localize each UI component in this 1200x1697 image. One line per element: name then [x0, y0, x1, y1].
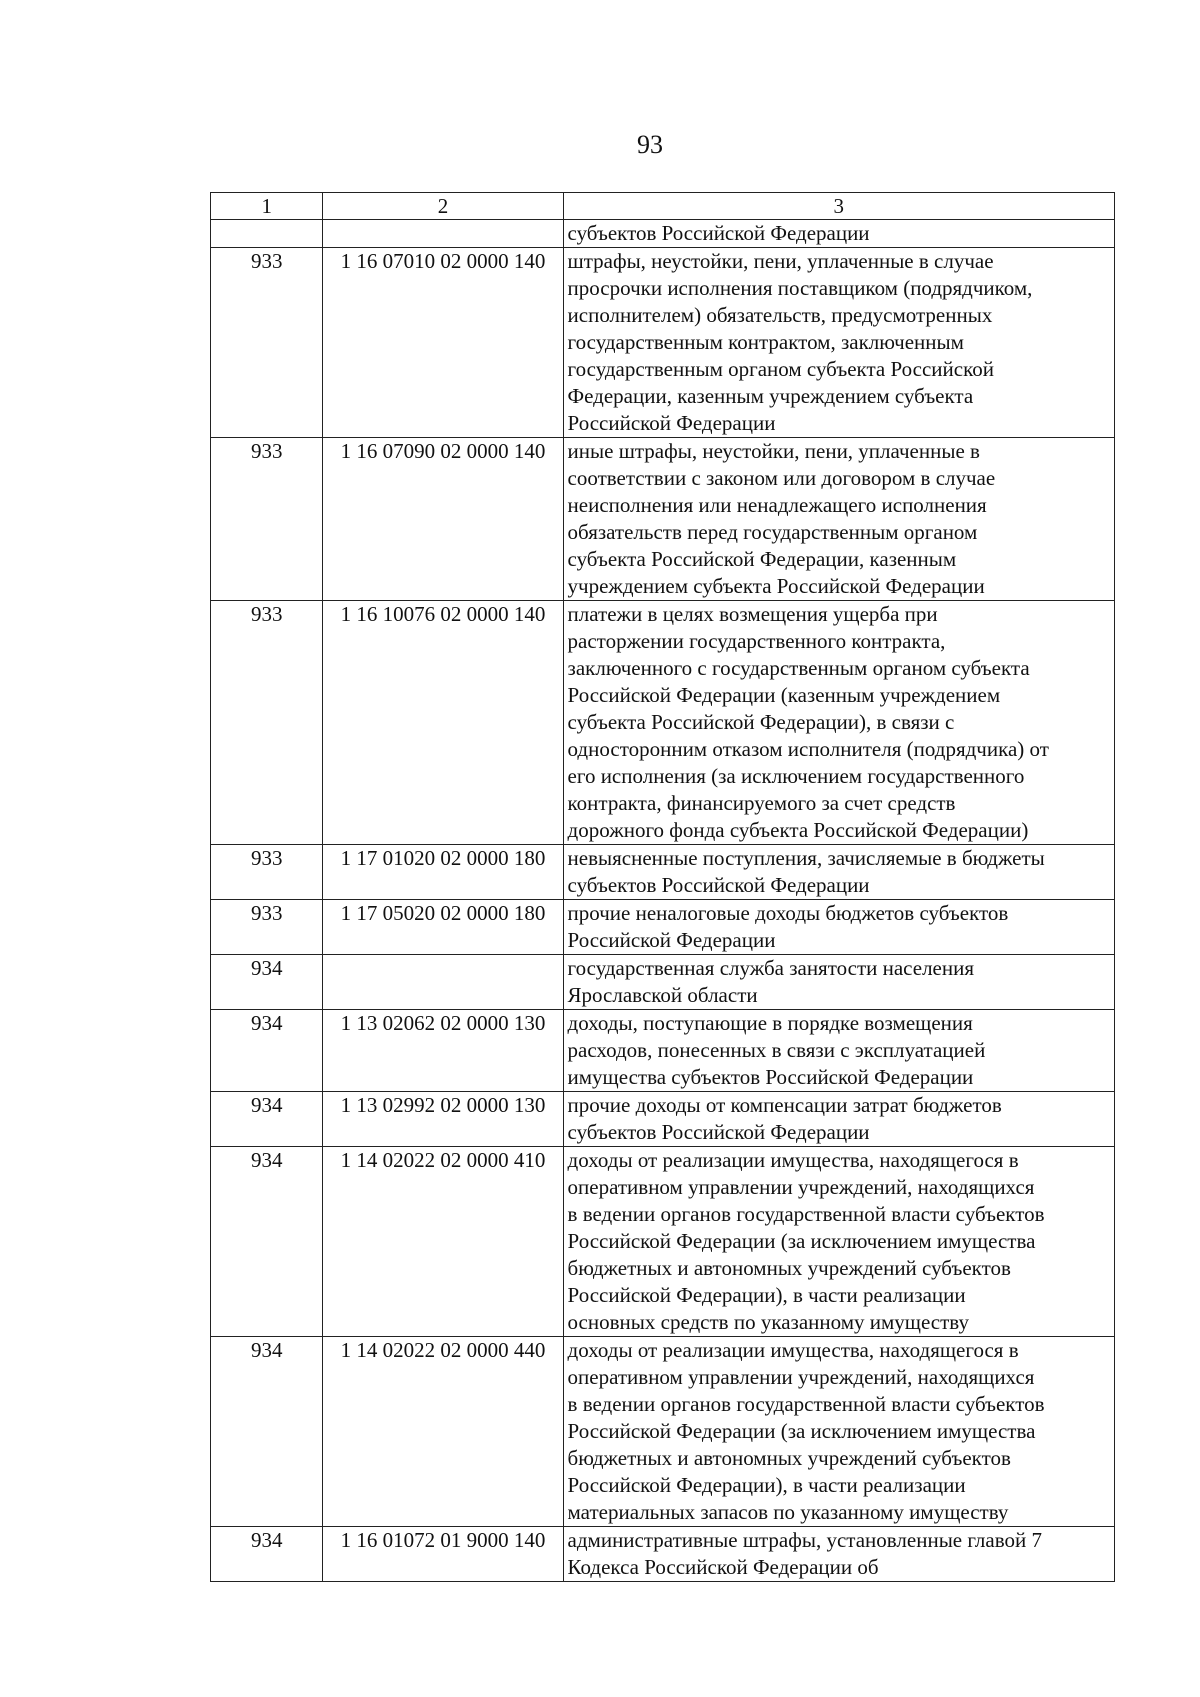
table-row	[211, 900, 1115, 955]
description-cell	[563, 900, 1114, 955]
admin-code-cell	[211, 220, 323, 248]
description-line: оперативном управлении учреждений, находящихся	[567, 1365, 1035, 1389]
description-line: иные штрафы, неустойки, пени, уплаченные в	[567, 439, 980, 463]
table-row	[211, 1010, 1115, 1092]
description-line: соответствии с законом или договором в случае	[567, 466, 996, 490]
description-line: государственная служба занятости населения	[567, 956, 975, 980]
admin-code-cell: 934	[211, 1010, 323, 1092]
description-line: Федерации, казенным учреждением субъекта	[567, 384, 974, 408]
revenue-code-cell: 1 14 02022 02 0000 440	[323, 1337, 563, 1527]
column-header-3: 3	[563, 193, 1114, 220]
description-line: государственным контрактом, заключенным	[567, 330, 964, 354]
revenue-code-cell: 1 13 02992 02 0000 130	[323, 1092, 563, 1147]
description-line: его исполнения (за исключением государственного	[567, 764, 1025, 788]
page-number: 93	[637, 130, 663, 159]
revenue-codes-table	[210, 192, 1115, 1582]
revenue-code-cell: 1 17 05020 02 0000 180	[323, 900, 563, 955]
description-line: учреждением субъекта Российской Федерации	[567, 574, 985, 598]
description-line: субъектов Российской Федерации	[567, 873, 870, 897]
table-row	[211, 1337, 1115, 1527]
description-line: доходы, поступающие в порядке возмещения	[567, 1011, 973, 1035]
description-cell	[563, 1337, 1114, 1527]
table-row	[211, 438, 1115, 601]
revenue-code-cell	[323, 955, 563, 1010]
description-line: Российской Федерации	[567, 928, 776, 952]
description-line: доходы от реализации имущества, находящегося в	[567, 1338, 1019, 1362]
description-line: неисполнения или ненадлежащего исполнения	[567, 493, 987, 517]
revenue-code-cell: 1 16 10076 02 0000 140	[323, 601, 563, 845]
description-line: просрочки исполнения поставщиком (подрядчиком,	[567, 276, 1033, 300]
description-line: исполнителем) обязательств, предусмотренных	[567, 303, 993, 327]
table-header-row	[211, 193, 1115, 220]
admin-code-cell: 933	[211, 601, 323, 845]
admin-code-cell: 934	[211, 1147, 323, 1337]
description-cell	[563, 955, 1114, 1010]
description-line: бюджетных и автономных учреждений субъектов	[567, 1256, 1011, 1280]
description-line: материальных запасов по указанному имуществу	[567, 1500, 1009, 1524]
table-row	[211, 601, 1115, 845]
description-line: расходов, понесенных в связи с эксплуатацией	[567, 1038, 986, 1062]
column-header-2: 2	[323, 193, 563, 220]
admin-code-cell: 934	[211, 955, 323, 1010]
description-line: прочие доходы от компенсации затрат бюджетов	[567, 1093, 1002, 1117]
description-line: односторонним отказом исполнителя (подрядчика) от	[567, 737, 1049, 761]
admin-code-cell: 934	[211, 1527, 323, 1582]
description-line: доходы от реализации имущества, находящегося в	[567, 1148, 1019, 1172]
description-line: Российской Федерации (за исключением имущества	[567, 1229, 1036, 1253]
description-line: Российской Федерации), в части реализации	[567, 1283, 966, 1307]
table-row	[211, 1527, 1115, 1582]
description-line: невыясненные поступления, зачисляемые в бюджеты	[567, 846, 1045, 870]
description-line: субъекта Российской Федерации), в связи с	[567, 710, 955, 734]
description-line: оперативном управлении учреждений, находящихся	[567, 1175, 1035, 1199]
revenue-code-cell: 1 14 02022 02 0000 410	[323, 1147, 563, 1337]
description-line: Ярославской области	[567, 983, 758, 1007]
column-header-1: 1	[211, 193, 323, 220]
admin-code-cell: 933	[211, 248, 323, 438]
description-line: имущества субъектов Российской Федерации	[567, 1065, 974, 1089]
description-cell	[563, 220, 1114, 248]
table-row	[211, 248, 1115, 438]
description-cell	[563, 1147, 1114, 1337]
description-line: штрафы, неустойки, пени, уплаченные в случае	[567, 249, 994, 273]
revenue-code-cell: 1 13 02062 02 0000 130	[323, 1010, 563, 1092]
description-line: в ведении органов государственной власти субъектов	[567, 1392, 1045, 1416]
table-row	[211, 1092, 1115, 1147]
revenue-code-cell: 1 16 01072 01 9000 140	[323, 1527, 563, 1582]
admin-code-cell: 933	[211, 845, 323, 900]
description-line: Российской Федерации), в части реализации	[567, 1473, 966, 1497]
description-line: прочие неналоговые доходы бюджетов субъектов	[567, 901, 1009, 925]
description-cell	[563, 1010, 1114, 1092]
revenue-code-cell: 1 16 07010 02 0000 140	[323, 248, 563, 438]
description-line: расторжении государственного контракта,	[567, 629, 946, 653]
description-cell	[563, 248, 1114, 438]
description-line: субъекта Российской Федерации, казенным	[567, 547, 957, 571]
description-line: дорожного фонда субъекта Российской Федерации)	[567, 818, 1029, 842]
description-line: государственным органом субъекта Российской	[567, 357, 994, 381]
description-line: платежи в целях возмещения ущерба при	[567, 602, 938, 626]
table-row	[211, 845, 1115, 900]
description-cell	[563, 1527, 1114, 1582]
description-cell	[563, 601, 1114, 845]
table-row	[211, 220, 1115, 248]
revenue-code-cell: 1 17 01020 02 0000 180	[323, 845, 563, 900]
description-line: бюджетных и автономных учреждений субъектов	[567, 1446, 1011, 1470]
admin-code-cell: 933	[211, 438, 323, 601]
description-line: Российской Федерации (за исключением имущества	[567, 1419, 1036, 1443]
description-cell	[563, 438, 1114, 601]
description-line: административные штрафы, установленные главой 7	[567, 1528, 1042, 1552]
revenue-code-cell: 1 16 07090 02 0000 140	[323, 438, 563, 601]
description-line: основных средств по указанному имуществу	[567, 1310, 970, 1334]
description-line: субъектов Российской Федерации	[567, 221, 870, 245]
description-line: обязательств перед государственным органом	[567, 520, 978, 544]
description-line: Кодекса Российской Федерации об	[567, 1555, 879, 1579]
description-cell	[563, 1092, 1114, 1147]
description-line: заключенного с государственным органом субъекта	[567, 656, 1030, 680]
description-cell	[563, 845, 1114, 900]
description-line: Российской Федерации (казенным учреждением	[567, 683, 1001, 707]
table-row	[211, 955, 1115, 1010]
admin-code-cell: 934	[211, 1092, 323, 1147]
admin-code-cell: 933	[211, 900, 323, 955]
description-line: в ведении органов государственной власти субъектов	[567, 1202, 1045, 1226]
admin-code-cell: 934	[211, 1337, 323, 1527]
description-line: контракта, финансируемого за счет средств	[567, 791, 956, 815]
description-line: субъектов Российской Федерации	[567, 1120, 870, 1144]
description-line: Российской Федерации	[567, 411, 776, 435]
table-row	[211, 1147, 1115, 1337]
revenue-code-cell	[323, 220, 563, 248]
